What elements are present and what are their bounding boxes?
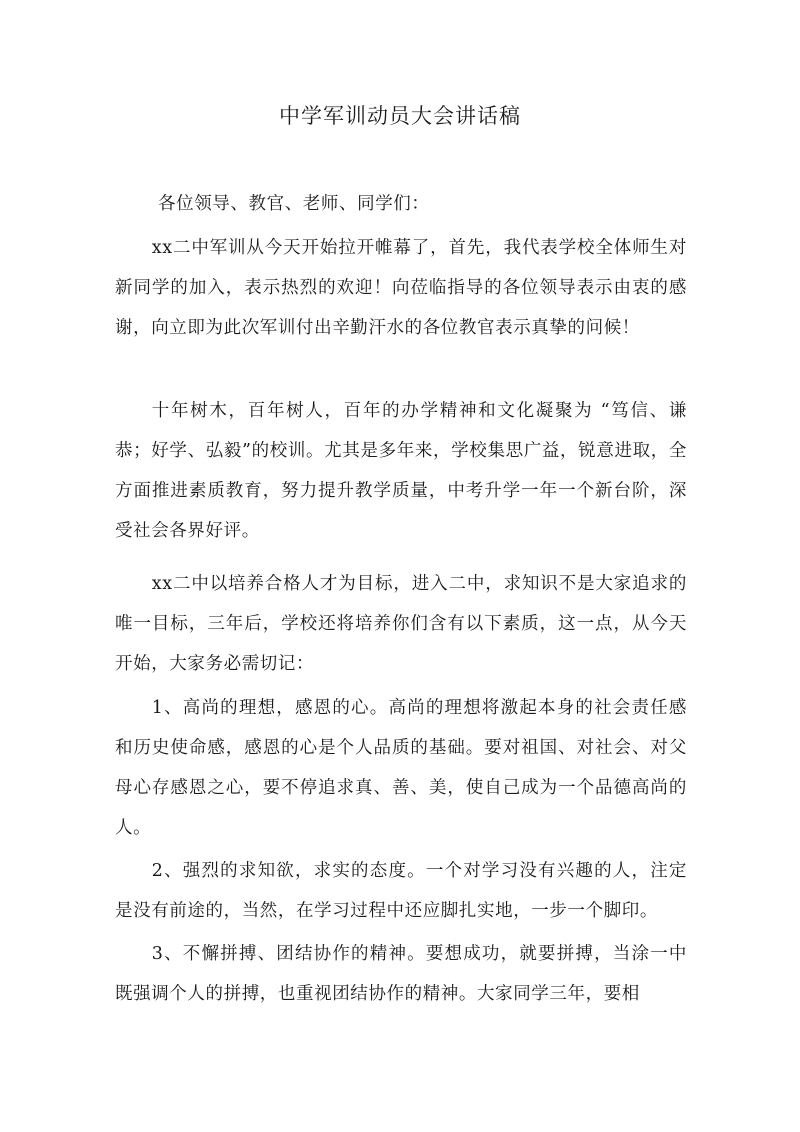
paragraph-opening: xx二中军训从今天开始拉开帷幕了，首先，我代表学校全体师生对新同学的加入，表示热烈的欢迎！向莅临指导的各位领导表示由衷的感谢，向立即为此次军训付出辛勤汗水的各位教官表示真挚的问候！	[115, 238, 687, 338]
paragraph-point-1: 1、高尚的理想，感恩的心。高尚的理想将激起本身的社会责任感和历史使命感，感恩的心是个人品质的基础。要对祖国、对社会、对父母心存感恩之心，要不停追求真、善、美，使自己成为一个品德高尚的人。	[115, 698, 687, 838]
document-title: 中学军训动员大会讲话稿	[279, 104, 521, 128]
paragraph-goals: xx二中以培养合格人才为目标，进入二中，求知识不是大家追求的唯一目标，三年后，学校还将培养你们含有以下素质，这一点，从今天开始，大家务必需切记：	[115, 574, 687, 674]
paragraph-point-3: 3、不懈拼搏、团结协作的精神。要想成功，就要拼搏，当涂一中既强调个人的拼搏，也重视团结协作的精神。大家同学三年，要相	[115, 944, 687, 1004]
paragraph-point-2: 2、强烈的求知欲，求实的态度。一个对学习没有兴趣的人，注定是没有前途的，当然，在学习过程中还应脚扎实地，一步一个脚印。	[115, 861, 687, 921]
salutation: 各位领导、教官、老师、同学们：	[158, 194, 430, 214]
paragraph-school-motto: 十年树木，百年树人，百年的办学精神和文化凝聚为 “笃信、谦恭；好学、弘毅”的校训。尤其是多年来，学校集思广益，锐意进取，全方面推进素质教育，努力提升教学质量，中考升学一年一个新台阶，深受社会各界好评。	[115, 401, 687, 541]
